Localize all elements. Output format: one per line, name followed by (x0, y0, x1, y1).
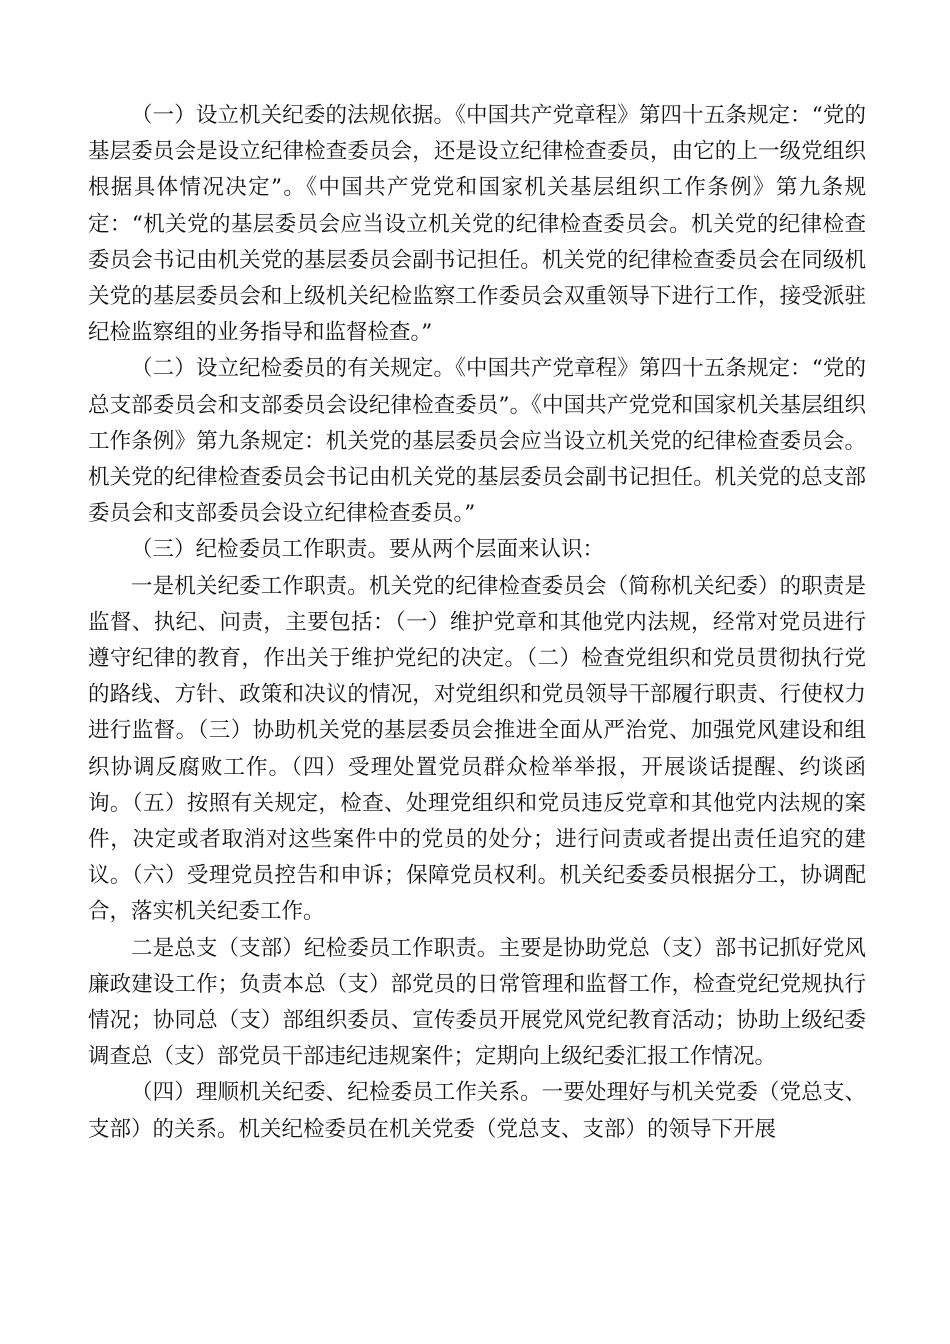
paragraph-inspector-provisions: （二）设立纪检委员的有关规定。《中国共产党章程》第四十五条规定：“党的总支部委员会和支部委员会设纪律检查委员”。《中国共产党党和国家机关基层组织工作条例》第九条规定：机关党的基层委员会应当设立机关党的纪律检查委员会。机关党的纪律检查委员会书记由机关党的基层委员会副书记担任。机关党的总支部委员会和支部委员会设立纪律检查委员。” (88, 356, 866, 527)
paragraph-duties-intro: （三）纪检委员工作职责。要从两个层面来认识： (131, 537, 605, 563)
paragraph-branch-inspector-duties: 二是总支（支部）纪检委员工作职责。主要是协助党总（支）部书记抓好党风廉政建设工作；负责本总（支）部党员的日常管理和监督工作，检查党纪党规执行情况；协同总（支）部组织委员、宣传委员开展党风党纪教育活动；协助上级纪委调查总（支）部党员干部违纪违规案件；定期向上级纪委汇报工作情况。 (88, 935, 866, 1070)
paragraph-legal-basis-commission: （一）设立机关纪委的法规依据。《中国共产党章程》第四十五条规定：“党的基层委员会是设立纪律检查委员会，还是设立纪律检查委员，由它的上一级党组织根据具体情况决定”。《中国共产党党和国家机关基层组织工作条例》第九条规定：“机关党的基层委员会应当设立机关党的纪律检查委员会。机关党的纪律检查委员会书记由机关党的基层委员会副书记担任。机关党的纪律检查委员会在同级机关党的基层委员会和上级机关纪检监察工作委员会双重领导下进行工作，接受派驻纪检监察组的业务指导和监督检查。” (88, 103, 866, 346)
paragraph-commission-duties: 一是机关纪委工作职责。机关党的纪律检查委员会（简称机关纪委）的职责是监督、执纪、问责，主要包括：（一）维护党章和其他党内法规，经常对党员进行遵守纪律的教育，作出关于维护党纪的决定。（二）检查党组织和党员贯彻执行党的路线、方针、政策和决议的情况，对党组织和党员领导干部履行职责、行使权力进行监督。（三）协助机关党的基层委员会推进全面从严治党、加强党风建设和组织协调反腐败工作。（四）受理处置党员群众检举举报，开展谈话提醒、约谈函询。（五）按照有关规定，检查、处理党组织和党员违反党章和其他党内法规的案件，决定或者取消对这些案件中的党员的处分；进行问责或者提出责任追究的建议。（六）受理党员控告和申诉；保障党员权利。机关纪委委员根据分工，协调配合，落实机关纪委工作。 (88, 573, 866, 925)
document-body (88, 98, 866, 1148)
paragraph-working-relations: （四）理顺机关纪委、纪检委员工作关系。一要处理好与机关党委（党总支、支部）的关系。机关纪检委员在机关党委（党总支、支部）的领导下开展 (88, 1080, 866, 1142)
